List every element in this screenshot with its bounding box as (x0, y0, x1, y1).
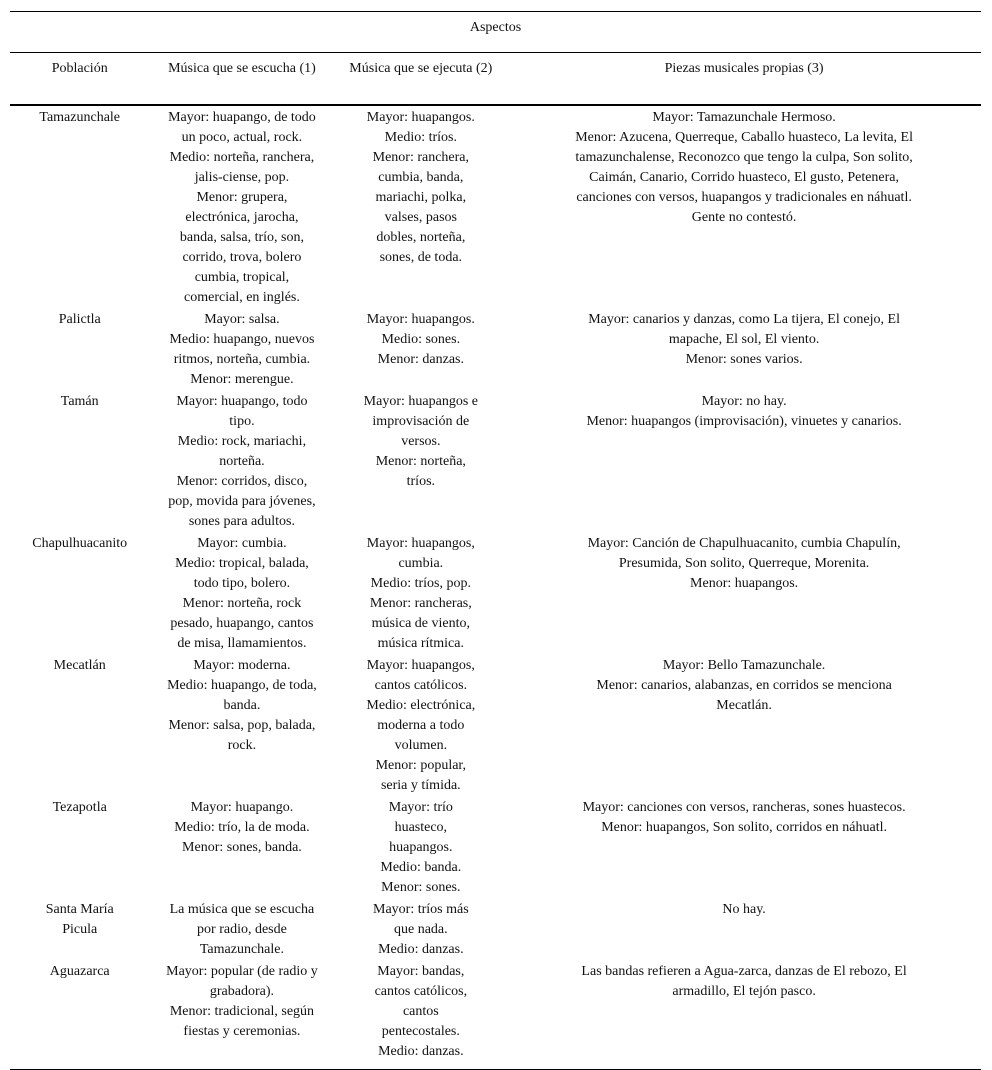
table-row (10, 796, 981, 898)
cell-line: Medio: huapango, de toda, (167, 678, 317, 693)
cell-line: canciones con versos, huapangos y tradicionales en náhuatl. (576, 190, 912, 205)
cell-line: Medio: tríos, pop. (370, 576, 471, 591)
cell-musica-escucha (149, 796, 334, 898)
cell-musica-escucha (149, 960, 334, 1070)
cell-line: Santa María (45, 902, 114, 917)
cell-line: Mayor: Bello Tamazunchale. (662, 658, 826, 673)
cell-line: Mecatlán (53, 658, 106, 673)
cell-line: Menor: sones. (381, 880, 461, 895)
cell-line: banda. (223, 698, 261, 713)
cell-line: Medio: electrónica, (366, 698, 476, 713)
cell-poblacion (10, 796, 149, 898)
cell-line: un poco, actual, rock. (181, 130, 303, 145)
cell-poblacion (10, 390, 149, 532)
cell-poblacion (10, 898, 149, 960)
cell-line: volumen. (394, 738, 448, 753)
cell-line: mariachi, polka, (375, 190, 467, 205)
cell-line: Mayor: cumbia. (197, 536, 287, 551)
cell-line: Menor: sones, banda. (182, 840, 302, 855)
cell-line: Las bandas refieren a Agua-zarca, danzas de El rebozo, El (581, 964, 907, 979)
cell-line: Menor: huapangos, Son solito, corridos en náhuatl. (601, 820, 887, 835)
cell-piezas-propias (507, 105, 981, 308)
cell-line: Caimán, Canario, Corrido huasteco, El gusto, Petenera, (589, 170, 900, 185)
cell-line: La música que se escucha (169, 902, 315, 917)
cell-line: improvisación de (372, 414, 470, 429)
table-body (10, 105, 981, 1070)
cell-line: tipo. (229, 414, 255, 429)
cell-line: corrido, trova, bolero (182, 250, 302, 265)
cell-line: moderna a todo (377, 718, 465, 733)
cell-line: cantos (402, 1004, 439, 1019)
header-musica-escucha: Música que se escucha (1) (149, 53, 334, 106)
cell-line: Tezapotla (52, 800, 107, 815)
cell-line: Mayor: no hay. (701, 394, 787, 409)
cell-line: grabadora). (209, 984, 274, 999)
cell-line: música rítmica. (377, 636, 464, 651)
cell-musica-escucha (149, 898, 334, 960)
cell-line: Medio: rock, mariachi, (177, 434, 307, 449)
cell-line: Mayor: huapangos e (363, 394, 478, 409)
cell-piezas-propias (507, 308, 981, 390)
cell-piezas-propias (507, 532, 981, 654)
cell-line: cantos católicos, (374, 984, 468, 999)
cell-piezas-propias (507, 390, 981, 532)
cell-musica-escucha (149, 390, 334, 532)
cell-line: Medio: tropical, balada, (175, 556, 309, 571)
cell-line: Mayor: huapangos, (366, 536, 475, 551)
cell-line: Picula (62, 922, 98, 937)
cell-line: Mayor: canarios y danzas, como La tijera, El conejo, El (588, 312, 900, 327)
cell-line: pesado, huapango, cantos (170, 616, 314, 631)
table-row (10, 390, 981, 532)
cell-line: todo tipo, bolero. (193, 576, 291, 591)
cell-line: que nada. (394, 922, 448, 937)
cell-line: Tamazunchale (39, 110, 121, 125)
cell-line: tríos. (406, 474, 436, 489)
cell-line: Menor: sones varios. (685, 352, 803, 367)
table-row (10, 105, 981, 308)
cell-musica-escucha (149, 308, 334, 390)
cell-line: Mayor: huapango, todo (176, 394, 308, 409)
cell-line: tamazunchalense, Reconozco que tengo la culpa, Son solito, (575, 150, 913, 165)
cell-line: cumbia. (398, 556, 444, 571)
cell-musica-ejecuta (334, 105, 507, 308)
cell-musica-ejecuta (334, 390, 507, 532)
cell-line: Menor: ranchera, (372, 150, 470, 165)
cell-line: Medio: norteña, ranchera, (169, 150, 315, 165)
cell-line: Mayor: Canción de Chapulhuacanito, cumbia Chapulín, (587, 536, 901, 551)
header-poblacion: Población (10, 53, 149, 106)
cell-musica-escucha (149, 654, 334, 796)
cell-line: pentecostales. (381, 1024, 460, 1039)
cell-line: Menor: merengue. (190, 372, 294, 387)
cell-line: Medio: danzas. (378, 1044, 464, 1059)
group-header-row (10, 12, 981, 53)
cell-line: Menor: corridos, disco, (176, 474, 308, 489)
cell-line: Menor: grupera, (196, 190, 288, 205)
cell-line: comercial, en inglés. (184, 290, 300, 305)
cell-line: Menor: huapangos (improvisación), vinuetes y canarios. (586, 414, 902, 429)
cell-piezas-propias (507, 796, 981, 898)
cell-line: Mayor: canciones con versos, rancheras, sones huastecos. (582, 800, 906, 815)
table-row (10, 898, 981, 960)
cell-line: Menor: tradicional, según (169, 1004, 315, 1019)
cell-musica-escucha (149, 532, 334, 654)
cell-line: jalis-ciense, pop. (194, 170, 290, 185)
cell-musica-ejecuta (334, 898, 507, 960)
cell-line: seria y tímida. (380, 778, 461, 793)
cell-line: Menor: danzas. (377, 352, 464, 367)
cell-line: ritmos, norteña, cumbia. (173, 352, 311, 367)
cell-line: Mayor: huapango. (190, 800, 294, 815)
cell-musica-ejecuta (334, 308, 507, 390)
cell-line: mapache, El sol, El viento. (668, 332, 820, 347)
cell-line: Gente no contestó. (691, 210, 797, 225)
cell-line: Menor: rancheras, (369, 596, 472, 611)
cell-line: Medio: trío, la de moda. (174, 820, 310, 835)
cell-line: sones para adultos. (188, 514, 296, 529)
cell-line: versos. (401, 434, 441, 449)
cell-line: Tamán (60, 394, 99, 409)
cell-line: Medio: tríos. (384, 130, 457, 145)
cell-line: dobles, norteña, (376, 230, 466, 245)
cell-poblacion (10, 654, 149, 796)
cell-line: Mayor: trío (388, 800, 453, 815)
cell-piezas-propias (507, 898, 981, 960)
cell-line: No hay. (722, 902, 766, 917)
cell-musica-ejecuta (334, 960, 507, 1070)
table-row (10, 532, 981, 654)
cell-line: sones, de toda. (379, 250, 463, 265)
cell-line: por radio, desde (197, 922, 287, 937)
cell-piezas-propias (507, 960, 981, 1070)
cell-line: Mayor: popular (de radio y (166, 964, 318, 979)
cell-line: Menor: popular, (375, 758, 467, 773)
cell-line: cumbia, tropical, (194, 270, 290, 285)
cell-musica-ejecuta (334, 654, 507, 796)
cell-line: Mayor: huapangos. (366, 110, 475, 125)
cell-musica-escucha (149, 105, 334, 308)
cell-line: Mecatlán. (716, 698, 772, 713)
cell-line: pop, movida para jóvenes, (168, 494, 316, 509)
cell-line: Mayor: salsa. (204, 312, 280, 327)
cell-line: huasteco, (394, 820, 448, 835)
table-container (10, 11, 981, 1070)
table-row (10, 960, 981, 1070)
cell-line: armadillo, El tejón pasco. (672, 984, 816, 999)
cell-line: Menor: norteña, (375, 454, 466, 469)
cell-piezas-propias (507, 654, 981, 796)
cell-line: Medio: banda. (380, 860, 462, 875)
cell-line: rock. (227, 738, 257, 753)
table-row (10, 308, 981, 390)
cell-poblacion (10, 105, 149, 308)
cell-line: Mayor: tríos más (373, 902, 469, 917)
group-header-aspectos: Aspectos (10, 12, 981, 53)
cell-line: Medio: danzas. (378, 942, 464, 957)
cell-line: de misa, llamamientos. (177, 636, 307, 651)
column-header-row (10, 53, 981, 106)
header-musica-ejecuta: Música que se ejecuta (2) (334, 53, 507, 106)
cell-line: Menor: Azucena, Querreque, Caballo huasteco, La levita, El (575, 130, 913, 145)
cell-line: Chapulhuacanito (32, 536, 128, 551)
cell-line: Mayor: huapangos. (366, 312, 475, 327)
cell-poblacion (10, 960, 149, 1070)
cell-line: Aguazarca (49, 964, 110, 979)
cell-line: banda, salsa, trío, son, (179, 230, 304, 245)
cell-line: norteña. (219, 454, 265, 469)
table-row (10, 654, 981, 796)
cell-line: fiestas y ceremonias. (183, 1024, 301, 1039)
cell-musica-ejecuta (334, 796, 507, 898)
music-aspects-table (10, 11, 981, 1070)
cell-line: Medio: sones. (381, 332, 461, 347)
cell-line: Presumida, Son solito, Querreque, Morenita. (618, 556, 870, 571)
cell-poblacion (10, 532, 149, 654)
cell-line: Menor: canarios, alabanzas, en corridos se menciona (596, 678, 892, 693)
cell-line: Mayor: moderna. (193, 658, 291, 673)
header-piezas-propias: Piezas musicales propias (3) (507, 53, 981, 106)
cell-line: Medio: huapango, nuevos (169, 332, 315, 347)
cell-line: Menor: huapangos. (690, 576, 799, 591)
cell-line: electrónica, jarocha, (185, 210, 299, 225)
cell-line: Mayor: huapango, de todo (168, 110, 316, 125)
cell-line: huapangos. (389, 840, 453, 855)
cell-line: Mayor: Tamazunchale Hermoso. (652, 110, 836, 125)
cell-line: Mayor: huapangos, (366, 658, 475, 673)
cell-line: cumbia, banda, (378, 170, 464, 185)
cell-line: Mayor: bandas, (377, 964, 465, 979)
cell-line: cantos católicos. (374, 678, 468, 693)
cell-line: valses, pasos (384, 210, 457, 225)
cell-line: Menor: norteña, rock (182, 596, 302, 611)
cell-line: música de viento, (371, 616, 471, 631)
cell-line: Menor: salsa, pop, balada, (168, 718, 316, 733)
cell-line: Palictla (58, 312, 101, 327)
cell-poblacion (10, 308, 149, 390)
cell-line: Tamazunchale. (199, 942, 284, 957)
cell-musica-ejecuta (334, 532, 507, 654)
